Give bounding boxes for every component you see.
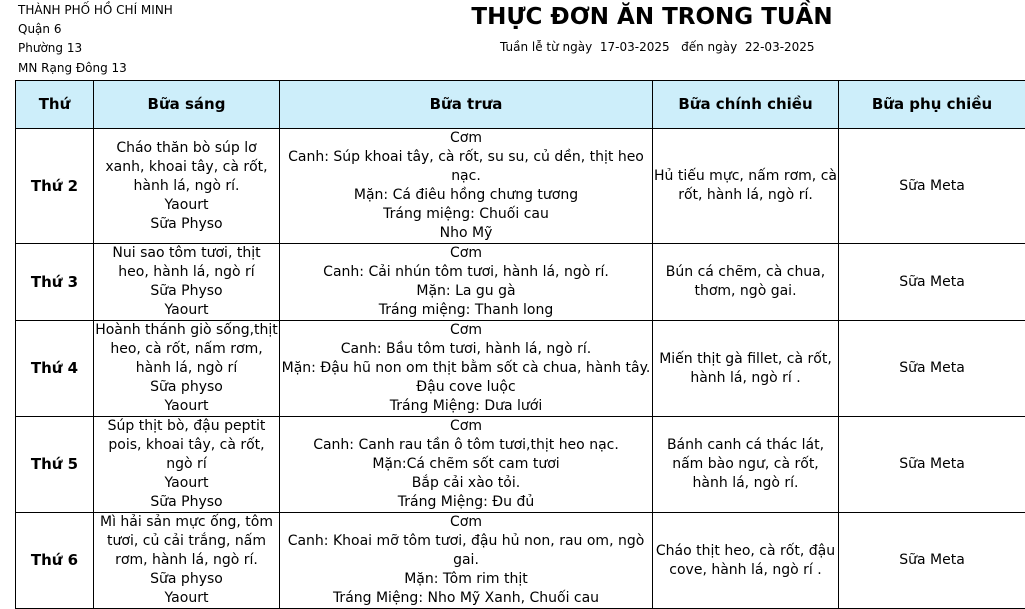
day-cell: Thứ 4 [16, 321, 94, 417]
menu-item-line: Cháo thăn bò súp lơ xanh, khoai tây, cà rốt, hành lá, ngò rí. [95, 139, 278, 196]
menu-item-line: Sữa physo [95, 378, 278, 397]
menu-item-line: Sữa Physo [95, 215, 278, 234]
menu-item-line: Bắp cải xào tỏi. [281, 474, 651, 493]
week-to-label: đến ngày [681, 40, 737, 54]
afternoon-snack-cell [839, 513, 1025, 609]
menu-item-line: Tráng miệng: Thanh long [281, 301, 651, 320]
menu-item-line: Súp thịt bò, đậu peptit pois, khoai tây, cà rốt, ngò rí [95, 417, 278, 474]
menu-item-line: Canh: Cải nhún tôm tươi, hành lá, ngò rí. [281, 263, 651, 282]
menu-item-line: Miến thịt gà fillet, cà rốt, hành lá, ngò rí . [654, 350, 837, 388]
column-header-afternoon-snack: Bữa phụ chiều [839, 81, 1025, 129]
afternoon-snack-cell [839, 244, 1025, 321]
afternoon-snack-cell [839, 321, 1025, 417]
column-header-breakfast: Bữa sáng [94, 81, 280, 129]
menu-item-line: Tráng Miệng: Nho Mỹ Xanh, Chuối cau [281, 589, 651, 608]
lunch-cell [280, 417, 653, 513]
week-start-date: 17-03-2025 [600, 40, 670, 54]
menu-item-line: Mặn:Cá chẽm sốt cam tươi [281, 455, 651, 474]
menu-item-line: Cơm [281, 129, 651, 148]
menu-item-line: Mặn: Đậu hũ non om thịt bằm sốt cà chua, hành tây. [281, 359, 651, 378]
menu-item-line: Canh: Bầu tôm tươi, hành lá, ngò rí. [281, 340, 651, 359]
menu-item-line: Hủ tiếu mực, nấm rơm, cà rốt, hành lá, ngò rí. [654, 167, 837, 205]
table-row [16, 513, 1025, 609]
page-title-wrap [380, 4, 924, 30]
menu-item-line: Sữa Meta [840, 455, 1024, 474]
lunch-cell [280, 244, 653, 321]
afternoon-main-cell [653, 129, 839, 244]
menu-item-line: Đậu cove luộc [281, 378, 651, 397]
weekly-menu-table [15, 80, 1025, 609]
menu-item-line: Bún cá chẽm, cà chua, thơm, ngò gai. [654, 263, 837, 301]
menu-item-line: Nui sao tôm tươi, thịt heo, hành lá, ngò rí [95, 244, 278, 282]
table-row [16, 417, 1025, 513]
table-row [16, 244, 1025, 321]
menu-item-line: Mặn: Tôm rim thịt [281, 570, 651, 589]
week-prefix: Tuần lễ từ ngày [500, 40, 592, 54]
breakfast-cell [94, 417, 280, 513]
menu-item-line: Sữa Meta [840, 177, 1024, 196]
day-cell: Thứ 3 [16, 244, 94, 321]
menu-item-line: Cơm [281, 244, 651, 263]
column-header-day: Thứ [16, 81, 94, 129]
org-district: Quận 6 [18, 22, 61, 36]
menu-item-line: Mì hải sản mực ống, tôm tươi, củ cải trắng, nấm rơm, hành lá, ngò rí. [95, 513, 278, 570]
menu-item-line: Yaourt [95, 301, 278, 320]
afternoon-snack-cell [839, 129, 1025, 244]
menu-item-line: Nho Mỹ [281, 224, 651, 243]
week-range [500, 40, 815, 54]
menu-item-line: Yaourt [95, 474, 278, 493]
menu-item-line: Hoành thánh giò sống,thịt heo, cà rốt, nấm rơm, hành lá, ngò rí [95, 321, 278, 378]
breakfast-cell [94, 129, 280, 244]
menu-item-line: Cơm [281, 513, 651, 532]
menu-item-line: Bánh canh cá thác lát, nấm bào ngư, cà rốt, hành lá, ngò rí. [654, 436, 837, 493]
menu-item-line: Tráng miệng: Chuối cau [281, 205, 651, 224]
lunch-cell [280, 321, 653, 417]
lunch-cell [280, 129, 653, 244]
menu-item-line: Canh: Khoai mỡ tôm tươi, đậu hủ non, rau om, ngò gai. [281, 532, 651, 570]
org-ward: Phường 13 [18, 41, 82, 55]
menu-item-line: Tráng Miệng: Đu đủ [281, 493, 651, 512]
day-cell: Thứ 5 [16, 417, 94, 513]
table-row [16, 129, 1025, 244]
afternoon-snack-cell [839, 417, 1025, 513]
menu-item-line: Cơm [281, 417, 651, 436]
menu-item-line: Sữa Meta [840, 273, 1024, 292]
menu-item-line: Cơm [281, 321, 651, 340]
menu-item-line: Mặn: Cá điêu hồng chưng tương [281, 186, 651, 205]
menu-item-line: Cháo thịt heo, cà rốt, đậu cove, hành lá, ngò rí . [654, 542, 837, 580]
menu-item-line: Yaourt [95, 589, 278, 608]
column-header-afternoon-main: Bữa chính chiều [653, 81, 839, 129]
menu-item-line: Yaourt [95, 397, 278, 416]
menu-item-line: Sữa Meta [840, 359, 1024, 378]
afternoon-main-cell [653, 321, 839, 417]
breakfast-cell [94, 244, 280, 321]
org-school: MN Rạng Đông 13 [18, 61, 127, 75]
day-cell: Thứ 2 [16, 129, 94, 244]
menu-item-line: Mặn: La gu gà [281, 282, 651, 301]
org-city: THÀNH PHỐ HỒ CHÍ MINH [18, 3, 173, 17]
page-title: THỰC ĐƠN ĂN TRONG TUẦN [471, 4, 832, 30]
menu-item-line: Yaourt [95, 196, 278, 215]
breakfast-cell [94, 513, 280, 609]
menu-item-line: Tráng Miệng: Dưa lưới [281, 397, 651, 416]
menu-item-line: Sữa physo [95, 570, 278, 589]
afternoon-main-cell [653, 417, 839, 513]
table-header-row [16, 81, 1025, 129]
menu-item-line: Sữa Meta [840, 551, 1024, 570]
column-header-lunch: Bữa trưa [280, 81, 653, 129]
menu-item-line: Canh: Súp khoai tây, cà rốt, su su, củ dền, thịt heo nạc. [281, 148, 651, 186]
menu-item-line: Canh: Canh rau tần ô tôm tươi,thịt heo nạc. [281, 436, 651, 455]
lunch-cell [280, 513, 653, 609]
menu-item-line: Sữa Physo [95, 493, 278, 512]
day-cell: Thứ 6 [16, 513, 94, 609]
menu-item-line: Sữa Physo [95, 282, 278, 301]
afternoon-main-cell [653, 244, 839, 321]
week-end-date: 22-03-2025 [745, 40, 815, 54]
breakfast-cell [94, 321, 280, 417]
afternoon-main-cell [653, 513, 839, 609]
table-row [16, 321, 1025, 417]
